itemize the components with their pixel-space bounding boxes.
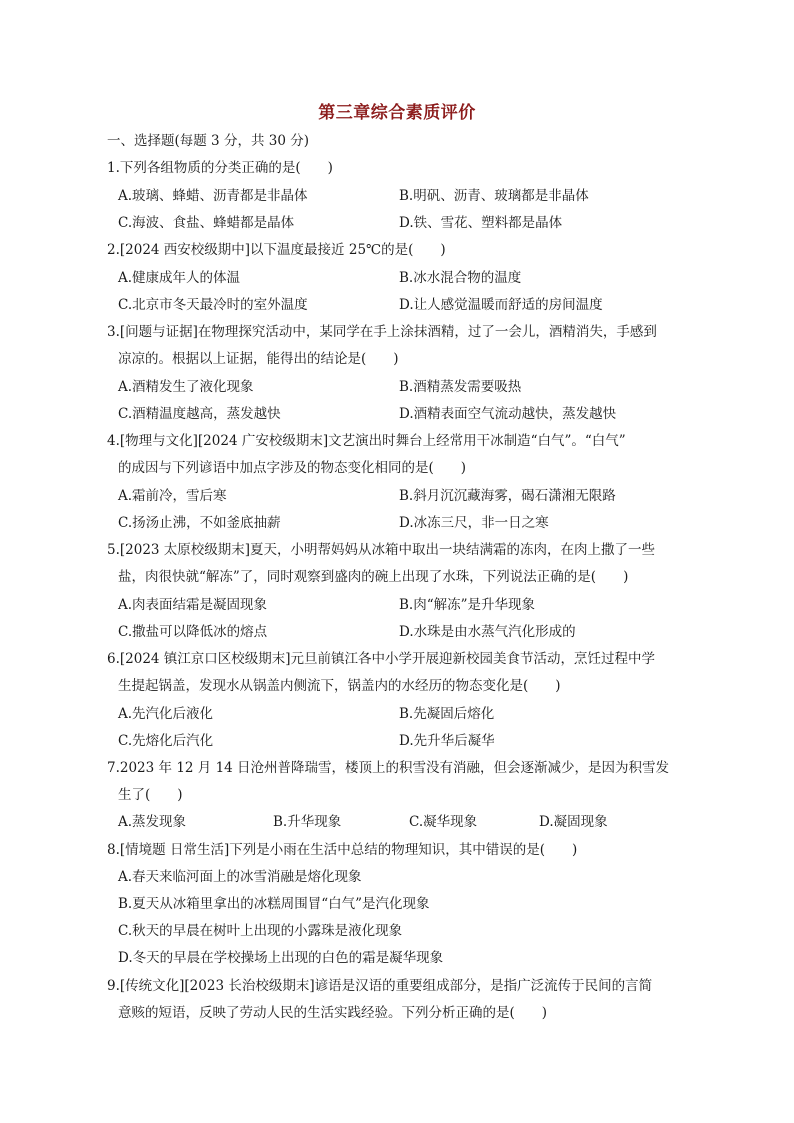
question-4-stem-line-1: 4.[物理与文化][2024 广安校级期末]文艺演出时舞台上经常用干冰制造“白气”。“白气” <box>107 433 626 449</box>
question-4-option-b: B.斜月沉沉藏海雾，碣石潇湘无限路 <box>399 488 616 504</box>
question-6-option-d: D.先升华后凝华 <box>399 733 495 749</box>
section-heading: 一、选择题(每题 3 分，共 30 分) <box>107 133 309 149</box>
question-6-option-a: A.先汽化后液化 <box>118 706 214 722</box>
question-8-option-a: A.春天来临河面上的冰雪消融是熔化现象 <box>118 869 362 885</box>
question-1-option-b: B.明矾、沥青、玻璃都是非晶体 <box>399 188 589 204</box>
question-3-stem-line-2: 凉凉的。根据以上证据，能得出的结论是( ) <box>118 351 399 367</box>
question-6-stem-line-1: 6.[2024 镇江京口区校级期末]元旦前镇江各中小学开展迎新校园美食节活动，烹饪过程中学 <box>107 651 656 667</box>
question-4-option-d: D.冰冻三尺，非一日之寒 <box>399 515 549 531</box>
question-4-option-a: A.霜前冷，雪后寒 <box>118 488 227 504</box>
question-5-option-a: A.肉表面结霜是凝固现象 <box>118 597 268 613</box>
question-4-option-c: C.扬汤止沸，不如釜底抽薪 <box>118 515 281 531</box>
question-5-option-b: B.肉“解冻”是升华现象 <box>399 597 536 613</box>
question-2-option-b: B.冰水混合物的温度 <box>399 270 522 286</box>
question-1-stem: 1.下列各组物质的分类正确的是( ) <box>107 160 333 176</box>
question-2-option-d: D.让人感觉温暖而舒适的房间温度 <box>399 297 603 313</box>
question-2-stem: 2.[2024 西安校级期中]以下温度最接近 25℃的是( ) <box>107 242 446 258</box>
question-5-stem-line-1: 5.[2023 太原校级期末]夏天，小明帮妈妈从冰箱中取出一块结满霜的冻肉，在肉上撒了一些 <box>107 542 656 558</box>
question-3-option-b: B.酒精蒸发需要吸热 <box>399 379 522 395</box>
question-2-option-a: A.健康成年人的体温 <box>118 270 241 286</box>
question-1-option-c: C.海波、食盐、蜂蜡都是晶体 <box>118 215 295 231</box>
page-title: 第三章综合素质评价 <box>318 103 476 123</box>
question-5-option-c: C.撒盐可以降低冰的熔点 <box>118 624 268 640</box>
question-6-option-c: C.先熔化后汽化 <box>118 733 214 749</box>
question-5-stem-line-2: 盐，肉很快就“解冻”了，同时观察到盛肉的碗上出现了水珠，下列说法正确的是( ) <box>118 569 629 585</box>
question-3-stem-line-1: 3.[问题与证据]在物理探究活动中，某同学在手上涂抹酒精，过了一会儿，酒精消失，手感到 <box>107 324 657 340</box>
question-3-option-d: D.酒精表面空气流动越快，蒸发越快 <box>399 406 617 422</box>
question-8-option-b: B.夏天从冰箱里拿出的冰糕周围冒“白气”是汽化现象 <box>118 896 430 912</box>
question-2-option-c: C.北京市冬天最冷时的室外温度 <box>118 297 308 313</box>
question-3-option-a: A.酒精发生了液化现象 <box>118 379 254 395</box>
question-7-option-b: B.升华现象 <box>273 814 342 830</box>
question-4-stem-line-2: 的成因与下列谚语中加点字涉及的物态变化相同的是( ) <box>118 460 467 476</box>
question-8-option-d: D.冬天的早晨在学校操场上出现的白色的霜是凝华现象 <box>118 950 444 966</box>
question-7-stem-line-2: 生了( ) <box>118 787 183 803</box>
question-3-option-c: C.酒精温度越高，蒸发越快 <box>118 406 281 422</box>
question-1-option-a: A.玻璃、蜂蜡、沥青都是非晶体 <box>118 188 308 204</box>
question-8-option-c: C.秋天的早晨在树叶上出现的小露珠是液化现象 <box>118 923 403 939</box>
question-6-stem-line-2: 生提起锅盖，发现水从锅盖内侧流下，锅盖内的水经历的物态变化是( ) <box>118 678 561 694</box>
question-8-stem: 8.[情境题 日常生活]下列是小雨在生活中总结的物理知识，其中错误的是( ) <box>107 842 578 858</box>
question-7-stem-line-1: 7.2023 年 12 月 14 日沧州普降瑞雪，楼顶上的积雪没有消融，但会逐渐减少，是因为积雪发 <box>107 760 670 776</box>
question-7-option-c: C.凝华现象 <box>409 814 478 830</box>
question-6-option-b: B.先凝固后熔化 <box>399 706 495 722</box>
question-5-option-d: D.水珠是由水蒸气汽化形成的 <box>399 624 576 640</box>
question-9-stem-line-1: 9.[传统文化][2023 长治校级期末]谚语是汉语的重要组成部分，是指广泛流传于民间的言简 <box>107 978 653 994</box>
question-7-option-a: A.蒸发现象 <box>118 814 187 830</box>
question-1-option-d: D.铁、雪花、塑料都是晶体 <box>399 215 563 231</box>
question-9-stem-line-2: 意赅的短语，反映了劳动人民的生活实践经验。下列分析正确的是( ) <box>118 1005 548 1021</box>
question-7-option-d: D.凝固现象 <box>539 814 608 830</box>
